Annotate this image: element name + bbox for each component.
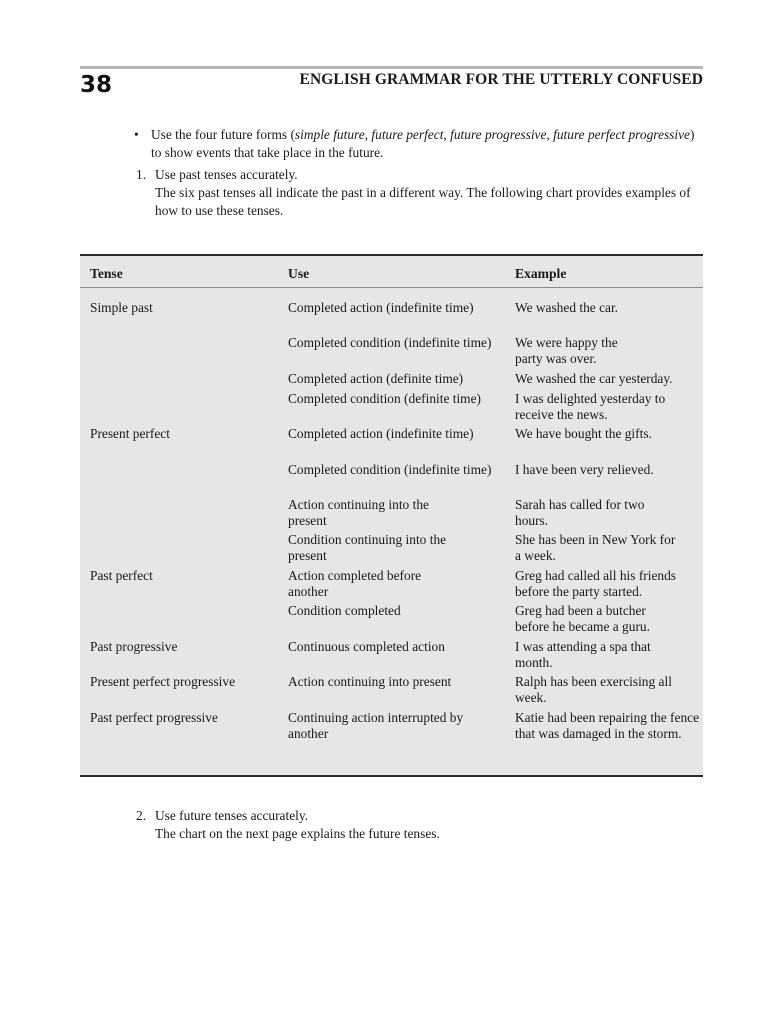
header-example: Example	[515, 266, 567, 281]
cell-use: Continuous completed action	[288, 639, 445, 654]
numbered-item-1	[136, 166, 706, 220]
cell-example: Greg had called all his friends before the party started.	[515, 568, 677, 599]
cell-tense: Past perfect	[90, 568, 153, 583]
cell-use: Completed condition (indefinite time)	[288, 335, 492, 350]
bullet-icon: •	[134, 127, 139, 142]
header-tense: Tense	[90, 266, 123, 281]
cell-use: Condition continuing into the present	[288, 532, 447, 563]
cell-example: We were happy the party was over.	[515, 335, 618, 366]
cell-use: Action continuing into the present	[288, 497, 429, 528]
cell-example: Ralph has been exercising all week.	[515, 674, 672, 705]
past-tenses-table	[80, 254, 703, 777]
cell-example: Sarah has called for two hours.	[515, 497, 645, 528]
cell-use: Condition completed	[288, 603, 401, 618]
cell-example: Katie had been repairing the fence that was damaged in the storm.	[515, 710, 700, 741]
item-1-body: The six past tenses all indicate the past in a different way. The following chart provides examples of how to use these tenses.	[155, 185, 691, 218]
cell-use: Completed action (indefinite time)	[288, 426, 474, 441]
cell-use: Action continuing into present	[288, 674, 452, 689]
cell-tense: Past perfect progressive	[90, 710, 218, 725]
item-1-title: Use past tenses accurately.	[155, 167, 298, 182]
cell-example: She has been in New York for a week.	[515, 532, 676, 563]
header-use: Use	[288, 266, 310, 281]
header-divider	[80, 287, 703, 288]
cell-example: We have bought the gifts.	[515, 426, 652, 441]
bullet-text-after: ) to show events that take place in the future.	[151, 127, 695, 160]
page-number: 38	[80, 72, 113, 98]
running-title: ENGLISH GRAMMAR FOR THE UTTERLY CONFUSED	[299, 71, 703, 88]
cell-example: I was attending a spa that month.	[515, 639, 651, 670]
item-2-title: Use future tenses accurately.	[155, 808, 309, 823]
item-1-number: 1.	[136, 167, 147, 182]
cell-example: We washed the car yesterday.	[515, 371, 673, 386]
bullet-item	[134, 126, 706, 162]
cell-use: Completed action (indefinite time)	[288, 300, 474, 315]
cell-tense: Past progressive	[90, 639, 178, 654]
header-rule	[80, 66, 703, 69]
cell-use: Completed condition (indefinite time)	[288, 462, 492, 477]
cell-tense: Simple past	[90, 300, 153, 315]
bullet-text-italic: simple future, future perfect, future progressive, future perfect progressive	[294, 127, 690, 142]
cell-tense: Present perfect progressive	[90, 674, 236, 689]
cell-use: Completed action (definite time)	[288, 371, 464, 386]
cell-example: I have been very relieved.	[515, 462, 654, 477]
cell-example: Greg had been a butcher before he became a guru.	[515, 603, 650, 634]
cell-tense: Present perfect	[90, 426, 170, 441]
cell-example: I was delighted yesterday to receive the news.	[515, 391, 666, 422]
cell-example: We washed the car.	[515, 300, 619, 315]
bullet-text	[151, 126, 706, 162]
cell-use: Continuing action interrupted by another	[288, 710, 464, 741]
bullet-text-before: Use the four future forms (	[151, 127, 295, 142]
item-2-number: 2.	[136, 808, 147, 823]
cell-use: Completed condition (definite time)	[288, 391, 482, 406]
cell-use: Action completed before another	[288, 568, 422, 599]
item-2-body: The chart on the next page explains the future tenses.	[155, 826, 440, 841]
numbered-item-2	[136, 807, 706, 843]
